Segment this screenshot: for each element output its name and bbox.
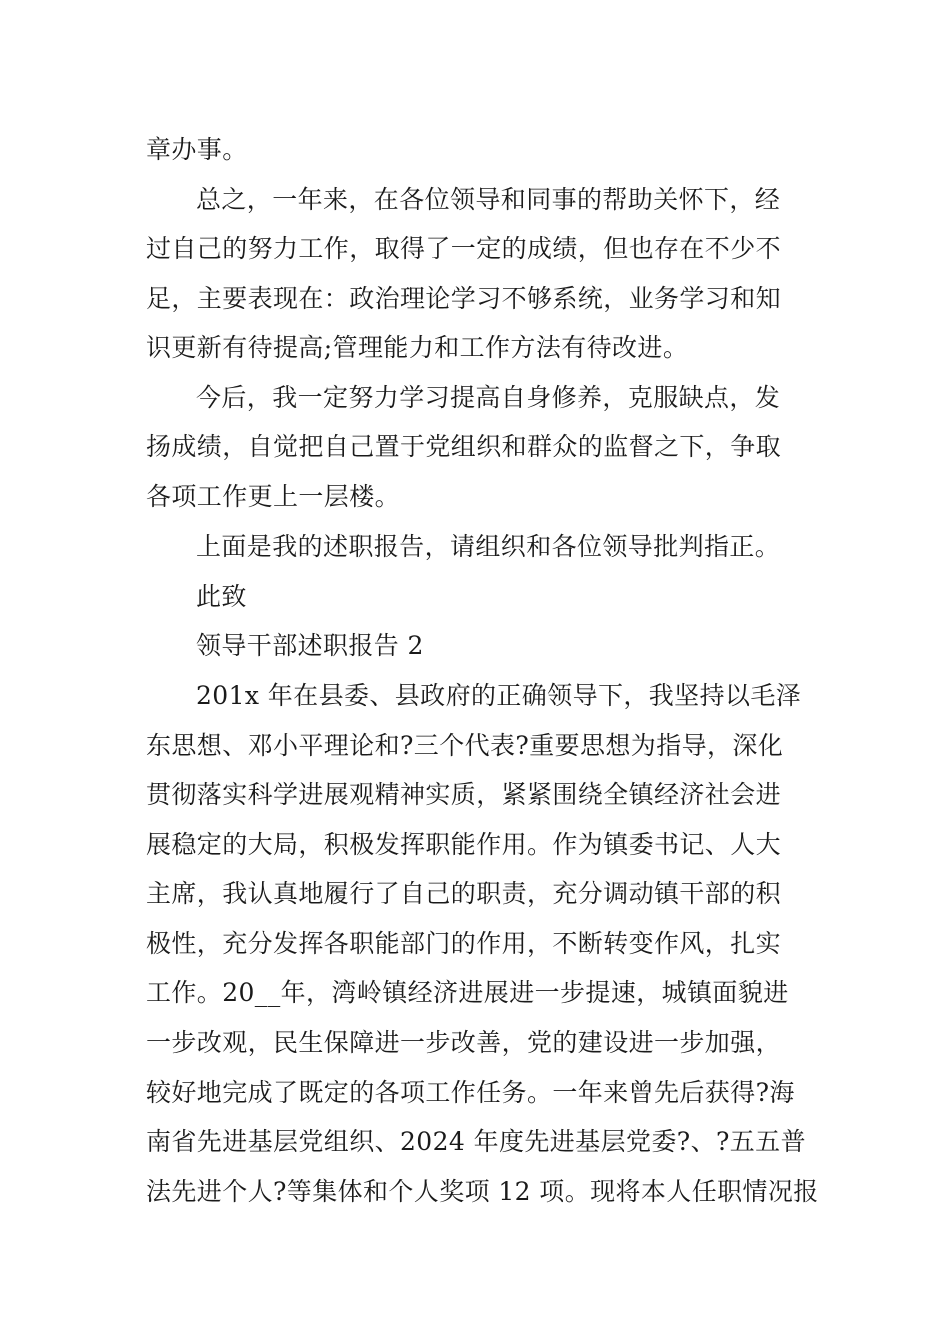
text-line: 今后，我一定努力学习提高自身修养，克服缺点，发 xyxy=(196,383,781,412)
text-line: 足，主要表现在：政治理论学习不够系统，业务学习和知 xyxy=(146,284,782,313)
text-line: 展稳定的大局，积极发挥职能作用。作为镇委书记、人大 xyxy=(146,830,782,859)
section-heading: 领导干部述职报告 2 xyxy=(196,631,424,660)
text-line: 上面是我的述职报告，请组织和各位领导批判指正。 xyxy=(196,532,781,561)
text-line: 法先进个人?等集体和个人奖项 12 项。现将本人任职情况报 xyxy=(146,1177,819,1206)
text-line: 极性，充分发挥各职能部门的作用，不断转变作风，扎实 xyxy=(146,929,782,958)
text-line: 各项工作更上一层楼。 xyxy=(146,482,401,511)
text-line: 识更新有待提高;管理能力和工作方法有待改进。 xyxy=(146,333,689,362)
text-line: 一步改观，民生保障进一步改善，党的建设进一步加强， xyxy=(146,1028,782,1057)
text-line: 扬成绩，自觉把自己置于党组织和群众的监督之下，争取 xyxy=(146,432,782,461)
text-line: 201x 年在县委、县政府的正确领导下，我坚持以毛泽 xyxy=(196,681,802,710)
text-line: 过自己的努力工作，取得了一定的成绩，但也存在不少不 xyxy=(146,234,782,263)
text-line: 主席，我认真地履行了自己的职责，充分调动镇干部的积 xyxy=(146,879,782,908)
text-line: 贯彻落实科学进展观精神实质，紧紧围绕全镇经济社会进 xyxy=(146,780,782,809)
text-line: 工作。20__年，湾岭镇经济进展进一步提速，城镇面貌进 xyxy=(146,978,789,1007)
text-line: 章办事。 xyxy=(146,135,248,164)
text-line: 东思想、邓小平理论和?三个代表?重要思想为指导，深化 xyxy=(146,731,784,760)
text-line: 总之，一年来，在各位领导和同事的帮助关怀下，经 xyxy=(196,185,781,214)
text-line: 较好地完成了既定的各项工作任务。一年来曾先后获得?海 xyxy=(146,1078,795,1107)
text-line: 此致 xyxy=(196,582,247,611)
text-line: 南省先进基层党组织、2024 年度先进基层党委?、?五五普 xyxy=(146,1127,806,1156)
